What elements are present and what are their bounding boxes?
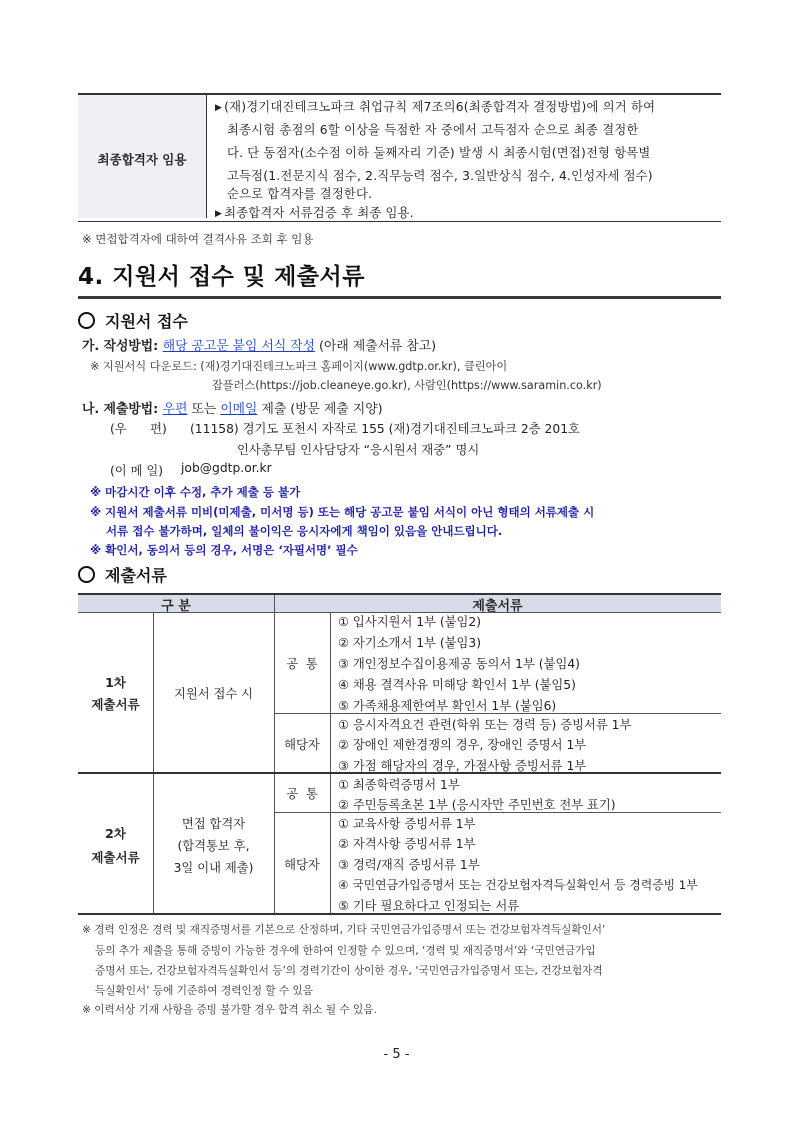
r1-applicable-item: ③ 가점 해당자의 경우, 가점사항 증빙서류 1부 <box>338 759 587 773</box>
subheading-documents: 제출서류 <box>78 563 167 586</box>
subheading-application: 지원서 접수 <box>78 309 188 332</box>
section-title-rule <box>78 296 721 299</box>
r1-applicable-item: ① 응시자격요건 관련(학위 또는 경력 등) 증빙서류 1부 <box>338 718 632 732</box>
r1-common-item: ⑤ 가족채용제한여부 확인서 1부 (붙임6) <box>338 699 557 713</box>
docs-header-category: 구 분 <box>161 599 191 614</box>
row1-sub-divider-mid <box>274 713 330 714</box>
warning-incomplete-1: ※ 지원서 제출서류 미비(미제출, 미서명 등) 또는 해당 공고문 붙임 서식이 아닌 형태의 서류제출 시 <box>90 505 595 519</box>
email-link[interactable]: 이메일 <box>220 402 258 417</box>
r2-common-item: ② 주민등록초본 1부 (응시자만 주민번호 전부 표기) <box>338 798 616 812</box>
email-address[interactable]: job@gdtp.or.kr <box>181 461 272 475</box>
final-hire-rule-line-3: 다. 단 동점자(소수점 이하 둘째자리 기준) 발생 시 최종시험(면접)전형 항목별 <box>227 146 651 160</box>
final-hire-verify-line: ▶ 최종합격자 서류검증 후 최종 임용. <box>215 206 414 220</box>
warning-incomplete-2: 서류 접수 불가하며, 일체의 불이익은 응시자에게 책임이 있음을 안내드립니다. <box>106 524 503 538</box>
warning-signature: ※ 확인서, 동의서 등의 경우, 서명은 ‘자필서명’ 필수 <box>90 543 358 557</box>
download-line-2: 잡플러스(https://job.cleaneye.go.kr), 사람인(https://www.saramin.co.kr) <box>212 379 602 392</box>
stage-2-when-deadline: 3일 이내 제출) <box>173 861 254 875</box>
post-recipient: 인사총무팀 인사담당자 “응시원서 재중” 명시 <box>237 443 480 457</box>
career-note-2: 등의 추가 제출을 통해 증빙이 가능한 경우에 한하여 인정할 수 있으며, ‘경력 및 재직증명서’와 ‘국민연금가입 <box>95 945 596 957</box>
interview-note: ※ 면접합격자에 대하여 결격사유 조회 후 임용 <box>82 232 314 246</box>
r2-applicable-item: ⑤ 기타 필요하다고 인정되는 서류 <box>338 899 520 913</box>
attachment-form-link[interactable]: 해당 공고문 붙임 서식 작성 <box>162 339 315 354</box>
final-hire-rule-line-1: ▶ (재)경기대진테크노파크 취업규칙 제7조의6(최종합격자 결정방법)에 의거 하여 <box>215 100 656 114</box>
header-divider <box>274 595 275 613</box>
career-note-4: 득실확인서’ 등에 기준하여 경력인정 할 수 있음 <box>95 985 314 997</box>
r2-common-item: ① 최종학력증명서 1부 <box>338 778 460 792</box>
r2-applicable-item: ② 자격사항 증빙서류 1부 <box>338 837 476 851</box>
writing-method: 가. 작성방법: 해당 공고문 붙임 서식 작성 (아래 제출서류 참고) <box>82 339 437 354</box>
triangle-bullet-icon: ▶ <box>215 209 223 219</box>
col-divider-3 <box>330 613 331 913</box>
final-hire-rule-line-5: 순으로 합격자를 결정한다. <box>227 187 373 201</box>
r1-common-item: ② 자기소개서 1부 (붙임3) <box>338 636 482 650</box>
r2-applicable-item: ① 교육사항 증빙서류 1부 <box>338 817 476 831</box>
applicable-label: 해당자 <box>284 858 320 872</box>
email-label: (이 메 일) <box>110 464 164 478</box>
stage-2-when-note: (합격통보 후, <box>177 839 250 853</box>
common-label: 공 통 <box>286 657 318 671</box>
page-number: - 5 - <box>383 1047 410 1062</box>
applicable-label: 해당자 <box>284 738 320 752</box>
circle-bullet-icon <box>78 566 95 583</box>
submission-method: 나. 제출방법: 우편 또는 이메일 제출 (방문 제출 지양) <box>82 402 383 417</box>
career-note-3: 증명서 또는, 건강보험자격득실확인서 등’의 경력기간이 상이한 경우, ‘국민연금가입증명서 또는, 건강보험자격 <box>95 965 603 977</box>
common-label: 공 통 <box>286 787 318 801</box>
final-hire-rule-line-2: 최종시험 총점의 6할 이상을 득점한 자 중에서 고득점자 순으로 최종 결정한 <box>227 123 639 137</box>
warning-deadline: ※ 마감시간 이후 수정, 추가 제출 등 불가 <box>90 485 301 499</box>
stage-1-sublabel: 제출서류 <box>91 697 140 712</box>
post-address: (11158) 경기도 포천시 자작로 155 (재)경기대진테크노파크 2층 201호 <box>190 422 580 436</box>
stage-1-label: 1차 <box>105 675 126 690</box>
mail-link[interactable]: 우편 <box>162 402 188 417</box>
circle-bullet-icon <box>78 312 95 329</box>
stage-2-label: 2차 <box>105 826 126 841</box>
stage-2-sublabel: 제출서류 <box>91 850 140 865</box>
post-label: (우 편) <box>110 422 167 436</box>
stage-2-when: 면접 합격자 <box>181 817 246 831</box>
r1-common-item: ③ 개인정보수집이용제공 동의서 1부 (붙임4) <box>338 657 580 671</box>
download-line-1: ※ 지원서식 다운로드: (재)경기대진테크노파크 홈페이지(www.gdtp.or.kr), 클린아이 <box>90 360 508 373</box>
final-hire-rule-line-4: 고득점(1.전문지식 점수, 2.직무능력 점수, 3.일반상식 점수, 4.인성자세 점수) <box>227 169 653 183</box>
final-hire-label: 최종합격자 임용 <box>97 152 187 167</box>
stage-1-when: 지원서 접수 시 <box>173 687 254 701</box>
r2-applicable-item: ③ 경력/재직 증빙서류 1부 <box>338 858 480 872</box>
section-title: 4. 지원서 접수 및 제출서류 <box>78 264 365 290</box>
r2-applicable-item: ④ 국민연금가입증명서 또는 건강보험자격득실확인서 등 경력증빙 1부 <box>338 878 698 892</box>
r1-common-item: ④ 채용 결격사유 미해당 확인서 1부 (붙임5) <box>338 678 576 692</box>
r1-common-item: ① 입사지원서 1부 (붙임2) <box>338 615 482 629</box>
docs-header-documents: 제출서류 <box>472 599 523 614</box>
triangle-bullet-icon: ▶ <box>215 103 223 113</box>
cancel-note: ※ 이력서상 기재 사항을 증빙 불가할 경우 합격 취소 될 수 있음. <box>82 1004 377 1016</box>
career-note-1: ※ 경력 인정은 경력 및 재직증명서를 기본으로 산정하며, 기타 국민연금가입증명서 또는 건강보험자격득실확인서’ <box>82 924 606 936</box>
r1-applicable-item: ② 장애인 제한경쟁의 경우, 장애인 증명서 1부 <box>338 738 587 752</box>
